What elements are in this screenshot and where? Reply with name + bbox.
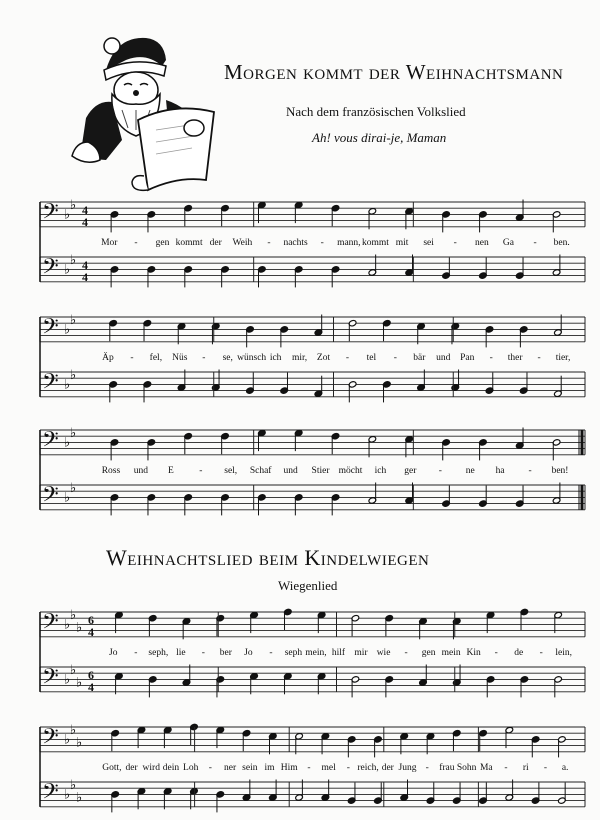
song-2-staff-lower-1 xyxy=(40,663,585,697)
song-1-staff-upper-2 xyxy=(40,313,585,347)
lyric-syllable: und xyxy=(436,353,451,363)
lyric-syllable: Loh xyxy=(183,763,199,773)
lyric-syllable: mann, xyxy=(337,238,361,248)
lyric-syllable: ri xyxy=(522,763,529,773)
flat-icon: ♭ xyxy=(64,435,71,451)
lyric-syllable: gen xyxy=(421,648,436,658)
lyric-syllable: Gott, xyxy=(102,763,122,773)
lyric-syllable: - xyxy=(307,763,311,773)
lyric-syllable: tel xyxy=(366,353,377,363)
lyric-syllable: sei xyxy=(423,238,434,248)
bass-clef-icon: 𝄢 xyxy=(42,609,59,640)
lyric-syllable: Sohn xyxy=(456,763,477,773)
flat-icon: ♭ xyxy=(70,426,77,442)
flat-icon: ♭ xyxy=(70,663,77,679)
lyric-syllable: - xyxy=(438,466,442,476)
song-2-title: Weihnachtslied beim Kindelwiegen xyxy=(106,545,430,570)
flat-icon: ♭ xyxy=(76,675,83,691)
lyric-syllable: gen xyxy=(155,238,170,248)
flat-icon: ♭ xyxy=(70,368,77,384)
lyric-syllable: - xyxy=(199,466,203,476)
lyric-syllable: - xyxy=(202,353,206,363)
lyric-syllable: mir, xyxy=(291,353,308,363)
lyric-syllable: - xyxy=(320,238,324,248)
lyric-syllable: - xyxy=(453,238,457,248)
lyric-syllable: wie xyxy=(376,648,391,658)
flat-icon: ♭ xyxy=(70,481,77,497)
song-1-staff-lower-3 xyxy=(40,481,585,515)
flat-icon: ♭ xyxy=(64,490,71,506)
lyric-syllable: mit xyxy=(395,238,409,248)
lyric-syllable: nachts xyxy=(283,238,308,248)
flat-icon: ♭ xyxy=(64,617,71,633)
lyric-syllable: Ma xyxy=(479,763,493,773)
lyric-syllable: fel, xyxy=(149,353,163,363)
lyric-syllable: Ross xyxy=(101,466,121,476)
bass-clef-icon: 𝄢 xyxy=(42,369,59,400)
lyric-syllable: seph, xyxy=(148,648,169,658)
lyric-syllable: kommt xyxy=(361,238,389,248)
flat-icon: ♭ xyxy=(70,253,77,269)
lyric-syllable: Stier xyxy=(311,466,330,476)
song-1-lyrics-1 xyxy=(101,238,570,248)
song-1-lyrics-2 xyxy=(102,351,570,363)
flat-icon: ♭ xyxy=(64,262,71,278)
flat-icon: ♭ xyxy=(70,608,77,624)
flat-icon: ♭ xyxy=(76,735,83,751)
lyric-syllable: - xyxy=(393,353,397,363)
flat-icon: ♭ xyxy=(64,322,71,338)
lyric-syllable: - xyxy=(489,353,493,363)
lyric-syllable: ich xyxy=(269,353,282,363)
lyric-syllable: - xyxy=(267,238,271,248)
bass-clef-icon: 𝄢 xyxy=(42,482,59,513)
flat-icon: ♭ xyxy=(64,207,71,223)
time-signature-bottom: 4 xyxy=(82,270,88,285)
lyric-syllable: lein, xyxy=(555,648,573,658)
lyric-syllable: seph xyxy=(284,648,303,658)
lyric-syllable: - xyxy=(201,648,205,658)
lyric-syllable: ben. xyxy=(553,238,570,248)
lyric-syllable: Zot xyxy=(316,353,331,363)
lyric-syllable: a. xyxy=(561,763,569,773)
lyric-syllable: ber xyxy=(219,648,232,658)
bass-clef-icon: 𝄢 xyxy=(42,254,59,285)
lyric-syllable: - xyxy=(345,353,350,363)
lyric-syllable: - xyxy=(269,648,273,658)
lyric-syllable: Jung xyxy=(398,763,417,773)
lyric-syllable: ich xyxy=(374,466,387,476)
lyric-syllable: und xyxy=(133,466,149,476)
bass-clef-icon: 𝄢 xyxy=(42,724,59,755)
lyric-syllable: ner xyxy=(224,763,237,773)
lyric-syllable: - xyxy=(134,648,138,658)
lyric-syllable: se, xyxy=(222,353,233,363)
lyric-syllable: hilf xyxy=(331,648,346,658)
song-1-original-song: Ah! vous dirai-je, Maman xyxy=(312,130,447,145)
bass-clef-icon: 𝄢 xyxy=(42,427,59,458)
lyric-syllable: E xyxy=(167,466,174,476)
lyric-syllable: - xyxy=(494,648,498,658)
bass-clef-icon: 𝄢 xyxy=(42,314,59,345)
lyric-syllable: mir xyxy=(354,648,368,658)
time-signature-bottom: 4 xyxy=(82,215,88,230)
lyric-syllable: - xyxy=(346,763,350,773)
lyric-syllable: wird xyxy=(142,763,160,773)
lyric-syllable: mein, xyxy=(305,648,327,658)
lyric-syllable: - xyxy=(537,353,541,363)
lyric-syllable: mel xyxy=(321,763,336,773)
song-1-staff-lower-1 xyxy=(40,253,585,287)
lyric-syllable: - xyxy=(208,763,212,773)
lyric-syllable: der xyxy=(381,763,394,773)
lyric-syllable: de xyxy=(514,648,524,658)
lyric-syllable: und xyxy=(283,466,298,476)
lyric-syllable: wünsch xyxy=(237,353,267,363)
song-2-lyrics-2 xyxy=(102,762,568,773)
song-1-staff-upper-3 xyxy=(40,426,585,460)
lyric-syllable: ben! xyxy=(551,466,569,476)
song-2-staff-upper-2 xyxy=(40,723,585,757)
lyric-syllable: ha xyxy=(495,466,505,476)
lyric-syllable: - xyxy=(404,648,408,658)
lyric-syllable: Him xyxy=(280,763,298,773)
lyric-syllable: Jo xyxy=(244,648,253,658)
flat-icon: ♭ xyxy=(70,313,77,329)
lyric-syllable: möcht xyxy=(338,466,363,476)
flat-icon: ♭ xyxy=(70,723,77,739)
lyric-syllable: sein xyxy=(242,763,258,773)
lyric-syllable: der xyxy=(209,238,222,248)
lyric-syllable: Nüs xyxy=(172,353,188,363)
time-signature-bottom: 4 xyxy=(88,625,94,640)
lyric-syllable: ther xyxy=(507,353,523,363)
lyric-syllable: Pan xyxy=(460,353,475,363)
song-1-subtitle: Nach dem französischen Volkslied xyxy=(286,104,466,119)
song-2-staff-upper-1 xyxy=(40,608,585,639)
lyric-syllable: bär xyxy=(413,353,426,363)
song-1-staff-lower-2 xyxy=(40,368,585,402)
lyric-syllable: frau xyxy=(439,763,455,773)
lyric-syllable: Jo xyxy=(109,648,118,658)
bass-clef-icon: 𝄢 xyxy=(42,664,59,695)
lyric-syllable: nen xyxy=(475,238,489,248)
flat-icon: ♭ xyxy=(76,620,83,636)
flat-icon: ♭ xyxy=(64,377,71,393)
lyric-syllable: Mor xyxy=(101,238,118,248)
time-signature-top: 6 xyxy=(88,667,94,682)
time-signature-top: 6 xyxy=(88,612,94,627)
lyric-syllable: tier, xyxy=(555,353,571,363)
flat-icon: ♭ xyxy=(64,787,71,803)
song-1-staff-upper-1 xyxy=(40,198,585,232)
lyric-syllable: Kin xyxy=(466,648,481,658)
time-signature-top: 4 xyxy=(82,257,88,272)
time-signature-top: 4 xyxy=(82,202,88,217)
lyric-syllable: mein xyxy=(441,648,461,658)
lyric-syllable: Schaf xyxy=(249,466,272,476)
lyric-syllable: - xyxy=(504,763,508,773)
lyric-syllable: - xyxy=(539,648,543,658)
lyric-syllable: - xyxy=(425,763,429,773)
flat-icon: ♭ xyxy=(64,732,71,748)
lyric-syllable: kommt xyxy=(175,238,203,248)
lyric-syllable: - xyxy=(134,238,138,248)
lyric-syllable: - xyxy=(130,353,134,363)
lyric-syllable: - xyxy=(528,466,532,476)
song-1-title: Morgen kommt der Weihnachtsmann xyxy=(224,60,564,84)
bass-clef-icon: 𝄢 xyxy=(42,779,59,810)
song-2-subtitle: Wiegenlied xyxy=(278,578,338,593)
flat-icon: ♭ xyxy=(70,778,77,794)
lyric-syllable: im xyxy=(264,763,275,773)
lyric-syllable: ger xyxy=(404,466,417,476)
lyric-syllable: dein xyxy=(162,763,180,773)
song-2-staff-lower-2 xyxy=(40,778,585,812)
lyric-syllable: Äp xyxy=(102,353,114,363)
lyric-syllable: sel, xyxy=(224,466,238,476)
lyric-syllable: reich, xyxy=(357,763,379,773)
lyric-syllable: - xyxy=(533,238,537,248)
song-1-lyrics-3 xyxy=(102,465,569,476)
flat-icon: ♭ xyxy=(76,790,83,806)
flat-icon: ♭ xyxy=(64,672,71,688)
lyric-syllable: der xyxy=(125,763,138,773)
song-2-lyrics-1 xyxy=(109,647,572,658)
lyric-syllable: Ga xyxy=(502,238,515,248)
lyric-syllable: Weih xyxy=(232,238,253,248)
time-signature-bottom: 4 xyxy=(88,680,94,695)
lyric-syllable: - xyxy=(543,763,548,773)
lyric-syllable: lie xyxy=(176,648,186,658)
flat-icon: ♭ xyxy=(70,198,77,214)
lyric-syllable: ne xyxy=(465,466,475,476)
bass-clef-icon: 𝄢 xyxy=(42,199,59,230)
